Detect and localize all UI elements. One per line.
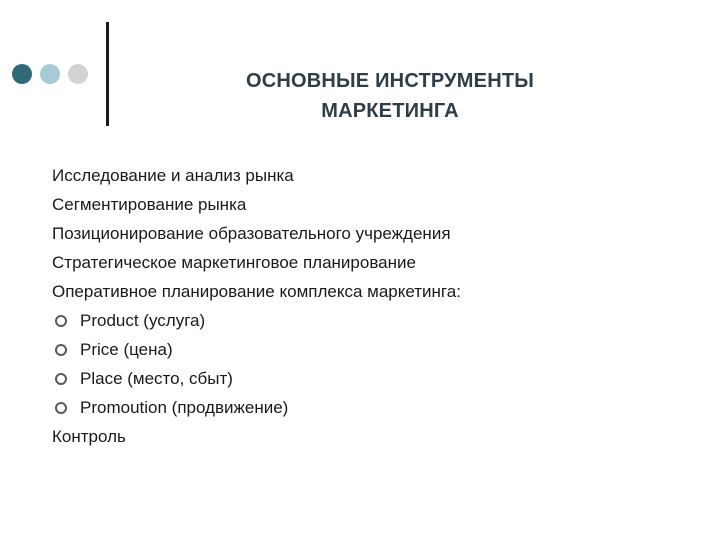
list-item: Оперативное планирование комплекса маркетинга: [52,282,461,301]
list-item: Promoution (продвижение) [52,393,692,422]
title-line-1: ОСНОВНЫЕ ИНСТРУМЕНТЫ [245,70,535,92]
list-item: Исследование и анализ рынка [52,166,294,185]
slide-title [180,66,600,126]
list-item: Product (услуга) [52,306,692,335]
list-item: Контроль [52,427,126,446]
circle-bullet-icon [55,402,67,414]
dot-gray [68,64,88,84]
list-item: Позиционирование образовательного учреждения [52,224,451,243]
list-item: Сегментирование рынка [52,195,247,214]
list-item: Place (место, сбыт) [52,364,692,393]
list-item: Price (цена) [52,335,692,364]
decorative-dots [12,64,88,84]
list-item: Стратегическое маркетинговое планирование [52,253,416,272]
dot-light-blue [40,64,60,84]
vertical-divider [106,22,109,126]
content-list [52,161,692,451]
title-line-2: МАРКЕТИНГА [321,100,459,122]
circle-bullet-icon [55,315,67,327]
dot-dark [12,64,32,84]
circle-bullet-icon [55,373,67,385]
circle-bullet-icon [55,344,67,356]
